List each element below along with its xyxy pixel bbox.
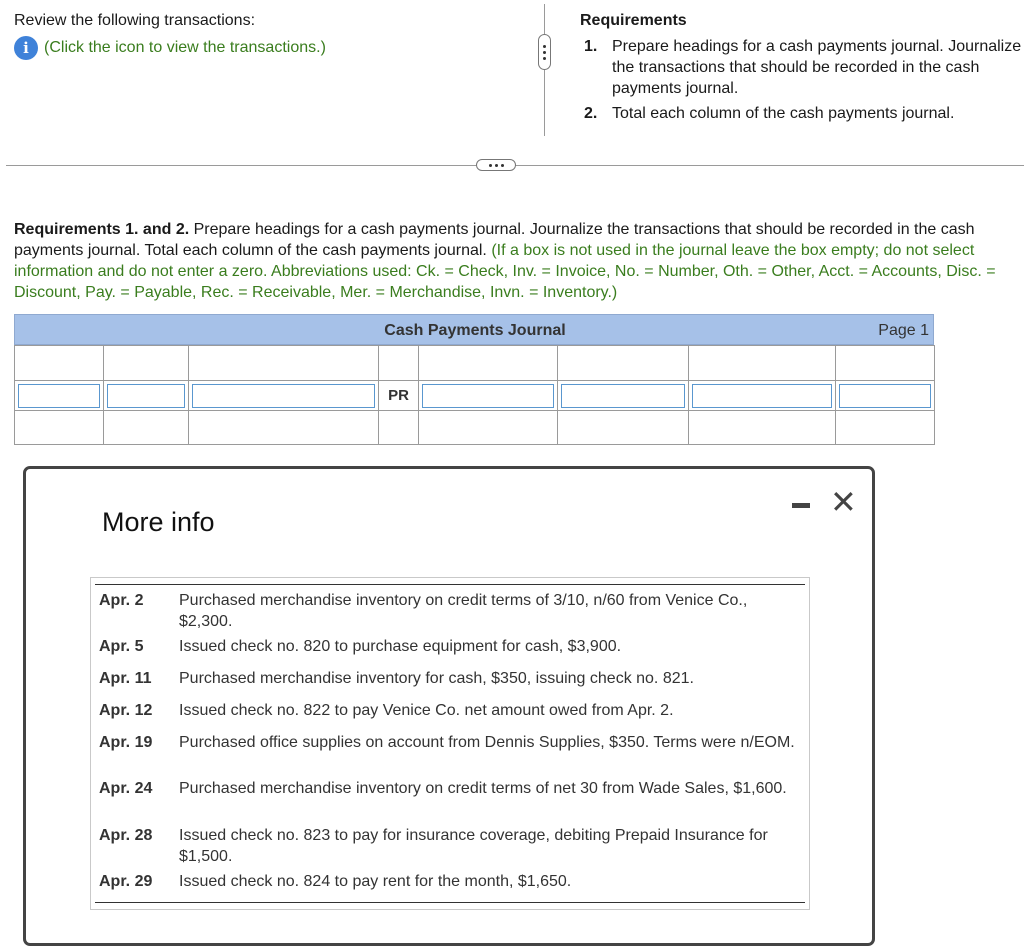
transaction-row	[99, 871, 799, 892]
transaction-date: Apr. 29	[99, 873, 153, 890]
drag-handle-vertical-icon[interactable]	[538, 34, 551, 70]
close-icon[interactable]: ✕	[830, 484, 857, 520]
transaction-row	[99, 668, 799, 689]
review-prompt: Review the following transactions:	[14, 12, 256, 29]
requirement-item-2	[584, 103, 1022, 124]
page-label: Page 1	[878, 322, 929, 339]
transactions-list	[90, 577, 810, 910]
transaction-description: Issued check no. 822 to pay Venice Co. net amount owed from Apr. 2.	[179, 702, 674, 719]
transaction-date: Apr. 24	[99, 780, 153, 797]
heading-input-column-1[interactable]	[422, 384, 554, 408]
transaction-row	[99, 700, 799, 721]
journal-entry-row	[15, 411, 935, 445]
vertical-divider	[544, 4, 545, 136]
transaction-date: Apr. 5	[99, 638, 144, 655]
requirements-title: Requirements	[580, 12, 687, 29]
instructions-heading: Requirements 1. and 2.	[14, 221, 190, 238]
transaction-row	[99, 636, 799, 657]
instructions	[14, 219, 1014, 303]
transaction-description: Issued check no. 824 to pay rent for the month, $1,650.	[179, 873, 572, 890]
journal-heading-row	[15, 381, 935, 411]
requirement-number: 1.	[584, 38, 598, 55]
transaction-description: Purchased merchandise inventory for cash, $350, issuing check no. 821.	[179, 670, 694, 687]
transaction-row	[99, 825, 799, 867]
transaction-date: Apr. 28	[99, 827, 153, 844]
more-info-title: More info	[102, 507, 215, 537]
heading-input-date[interactable]	[18, 384, 100, 408]
transaction-description: Purchased merchandise inventory on credit terms of net 30 from Wade Sales, $1,600.	[179, 780, 787, 797]
transaction-date: Apr. 2	[99, 592, 144, 609]
transaction-description: Issued check no. 823 to pay for insurance coverage, debiting Prepaid Insurance for $1,500.	[179, 827, 768, 865]
pr-label: PR	[379, 381, 419, 411]
minimize-icon[interactable]	[792, 503, 810, 508]
heading-input-column-2[interactable]	[561, 384, 685, 408]
heading-input-check-no[interactable]	[107, 384, 185, 408]
drag-handle-horizontal-icon[interactable]	[476, 159, 516, 171]
transaction-date: Apr. 12	[99, 702, 153, 719]
transaction-description: Purchased office supplies on account from Dennis Supplies, $350. Terms were n/EOM.	[179, 734, 795, 751]
info-icon[interactable]: i	[14, 36, 38, 60]
more-info-panel	[23, 466, 875, 946]
journal-title: Cash Payments Journal	[384, 322, 566, 339]
journal-spacer-row	[15, 346, 935, 381]
transaction-description: Purchased merchandise inventory on credit terms of 3/10, n/60 from Venice Co., $2,300.	[179, 592, 748, 630]
instructions-main: Prepare headings for a cash payments journal. Journalize the transactions that should be recorded in the cash payments journal. Total each column of the cash payments journal.	[14, 221, 975, 259]
cash-payments-journal-table	[14, 345, 935, 445]
transaction-row	[99, 590, 799, 632]
view-transactions-link[interactable]	[14, 36, 326, 60]
requirement-number: 2.	[584, 105, 598, 122]
transaction-description: Issued check no. 820 to purchase equipment for cash, $3,900.	[179, 638, 622, 655]
heading-input-account[interactable]	[192, 384, 375, 408]
heading-input-column-4[interactable]	[839, 384, 931, 408]
requirement-text: Total each column of the cash payments journal.	[612, 105, 955, 122]
requirement-item-1	[584, 36, 1022, 99]
transaction-row	[99, 732, 799, 753]
instructions-note: (If a box is not used in the journal leave the box empty; do not select information and do not enter a zero. Abbreviations used: Ck. = Check, Inv. = Invoice, No. = Number, Oth. = Other, Acct. = Accounts, Disc. = Discount, Pay. = Payable, Rec. = Receivable, Mer. = Merchandise, Invn. = Inventory.)	[14, 242, 996, 301]
journal-header	[14, 314, 934, 345]
view-transactions-label[interactable]: (Click the icon to view the transactions.)	[44, 39, 326, 56]
transaction-row	[99, 778, 799, 799]
heading-input-column-3[interactable]	[692, 384, 832, 408]
requirement-text: Prepare headings for a cash payments journal. Journalize the transactions that should be recorded in the cash payments journal.	[612, 38, 1022, 97]
transaction-date: Apr. 11	[99, 670, 152, 687]
transaction-date: Apr. 19	[99, 734, 153, 751]
